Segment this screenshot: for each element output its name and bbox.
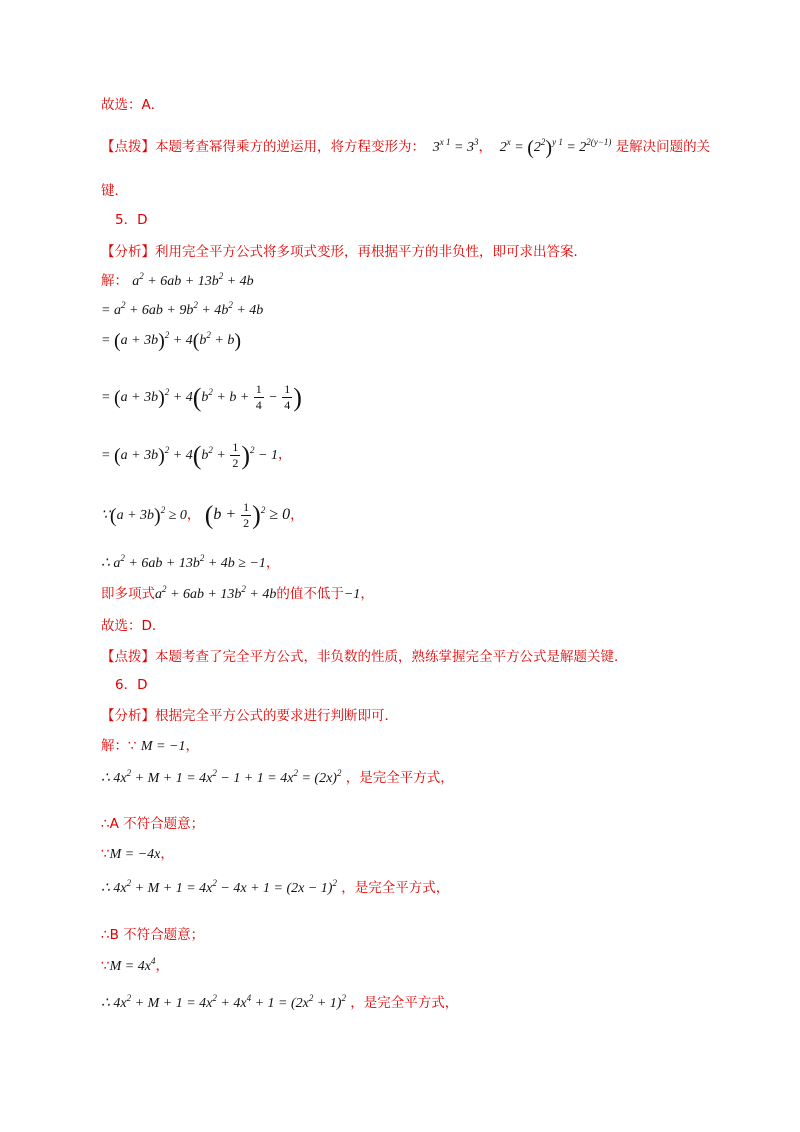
solution-5-line-8: 即多项式$a^2 + 6ab + 13b^2 + 4b$的值不低于−1，: [101, 584, 374, 602]
not-b-line: ∴B 不符合题意；: [101, 927, 205, 943]
hint-line-2: [101, 647, 628, 667]
analysis-text: 利用完全平方公式将多项式变形，再根据平方的非负性，即可求出答案．: [155, 244, 587, 260]
solution-5-line-2: = $a^2 + 6ab + 9b^2 + 4b^2 + 4b$: [101, 300, 264, 318]
solution-5-line-3: = $(a + 3b)^2 + 4(b^2 + b)$: [101, 329, 241, 352]
solution-6-prefix: 解：: [101, 738, 128, 754]
hint-text: 本题考查幂得乘方的逆运用，将方程变形为：: [155, 139, 425, 155]
solution-5-line-4: = $(a + 3b)^2 + 4(b^2 + b$ + $\frac{1}{4}$ − $\frac{1}{4}$ ): [101, 382, 302, 412]
hint-tag-2: 【点拨】: [101, 649, 155, 665]
question-6-answer: 6．D: [115, 677, 148, 693]
hint-line-1: 【点拨】本题考查幂得乘方的逆运用，将方程变形为： $3^{x 1} = 3^3$， $2^x = (2^2)^{y 1} = 2^{2(y-1)}$ 是解决问题的关: [101, 136, 711, 159]
question-5-answer: 5．D: [115, 212, 148, 228]
solution-5-line-1: 解： $a^2 + 6ab + 13b^2 + 4b$: [101, 271, 254, 289]
complete-square-note-1: ，是完全平方式，: [345, 770, 454, 786]
solution-6-line-6: ∴ $4x^2 + M + 1 = 4x^2 + 4x^4 + 1 = (2x^2 + 1)^2$ ，是完全平方式，: [101, 993, 459, 1011]
hint-line-1-cont: 键．: [101, 183, 128, 199]
solution-6-line-5: ∵M = $4x^4$，: [101, 956, 169, 974]
solution-prefix: 解：: [101, 273, 128, 289]
complete-square-note-3: ，是完全平方式，: [350, 995, 459, 1011]
analysis-line-5: [101, 242, 587, 262]
solution-5-line-7: ∴ $a^2 + 6ab + 13b^2 + 4b \ge -1$，: [101, 553, 280, 571]
solution-6-line-4: ∴ $4x^2 + M + 1 = 4x^2 - 4x + 1 = (2x - 1)^2$ ，是完全平方式，: [101, 878, 450, 896]
conclusion-mid: 的值不低于: [276, 586, 344, 602]
answer-line-d: 故选：D．: [101, 618, 166, 634]
analysis-text-6: 根据完全平方公式的要求进行判断即可．: [155, 708, 398, 724]
solution-6-line-3: ∵M = −4x，: [101, 846, 174, 862]
solution-5-line-6: ∵(a + 3b)$^2$ ≥ 0， (b + $\frac{1}{2}$ )$^2$ ≥ 0，: [101, 500, 304, 530]
answer-line-a: 故选：A．: [101, 97, 165, 113]
equation-power-2: $2^x = (2^2)^{y 1} = 2^{2(y-1)}$: [496, 136, 612, 159]
analysis-tag: 【分析】: [101, 244, 155, 260]
solution-5-line-5: = $(a + 3b)^2 + 4(b^2$ + $\frac{1}{2}$ )$^2$ − 1，: [101, 440, 292, 470]
complete-square-note-2: ，是完全平方式，: [341, 880, 450, 896]
conclusion-prefix: 即多项式: [101, 586, 155, 602]
not-a-line: ∴A 不符合题意；: [101, 816, 205, 832]
hint-tag: 【点拨】: [101, 139, 155, 155]
solution-6-line-2: ∴ $4x^2 + M + 1 = 4x^2 - 1 + 1 = 4x^2 = (2x)^2$ ，是完全平方式，: [101, 768, 454, 786]
hint-text-2: 本题考查了完全平方公式，非负数的性质，熟练掌握完全平方公式是解题关键．: [155, 649, 628, 665]
analysis-line-6: [101, 706, 398, 726]
solution-6-line-1: 解：∵ M = −1，: [101, 738, 199, 754]
analysis-tag-6: 【分析】: [101, 708, 155, 724]
hint-tail: 是解决问题的关: [615, 139, 711, 155]
equation-power: $3^{x 1} = 3^3$: [429, 137, 479, 155]
